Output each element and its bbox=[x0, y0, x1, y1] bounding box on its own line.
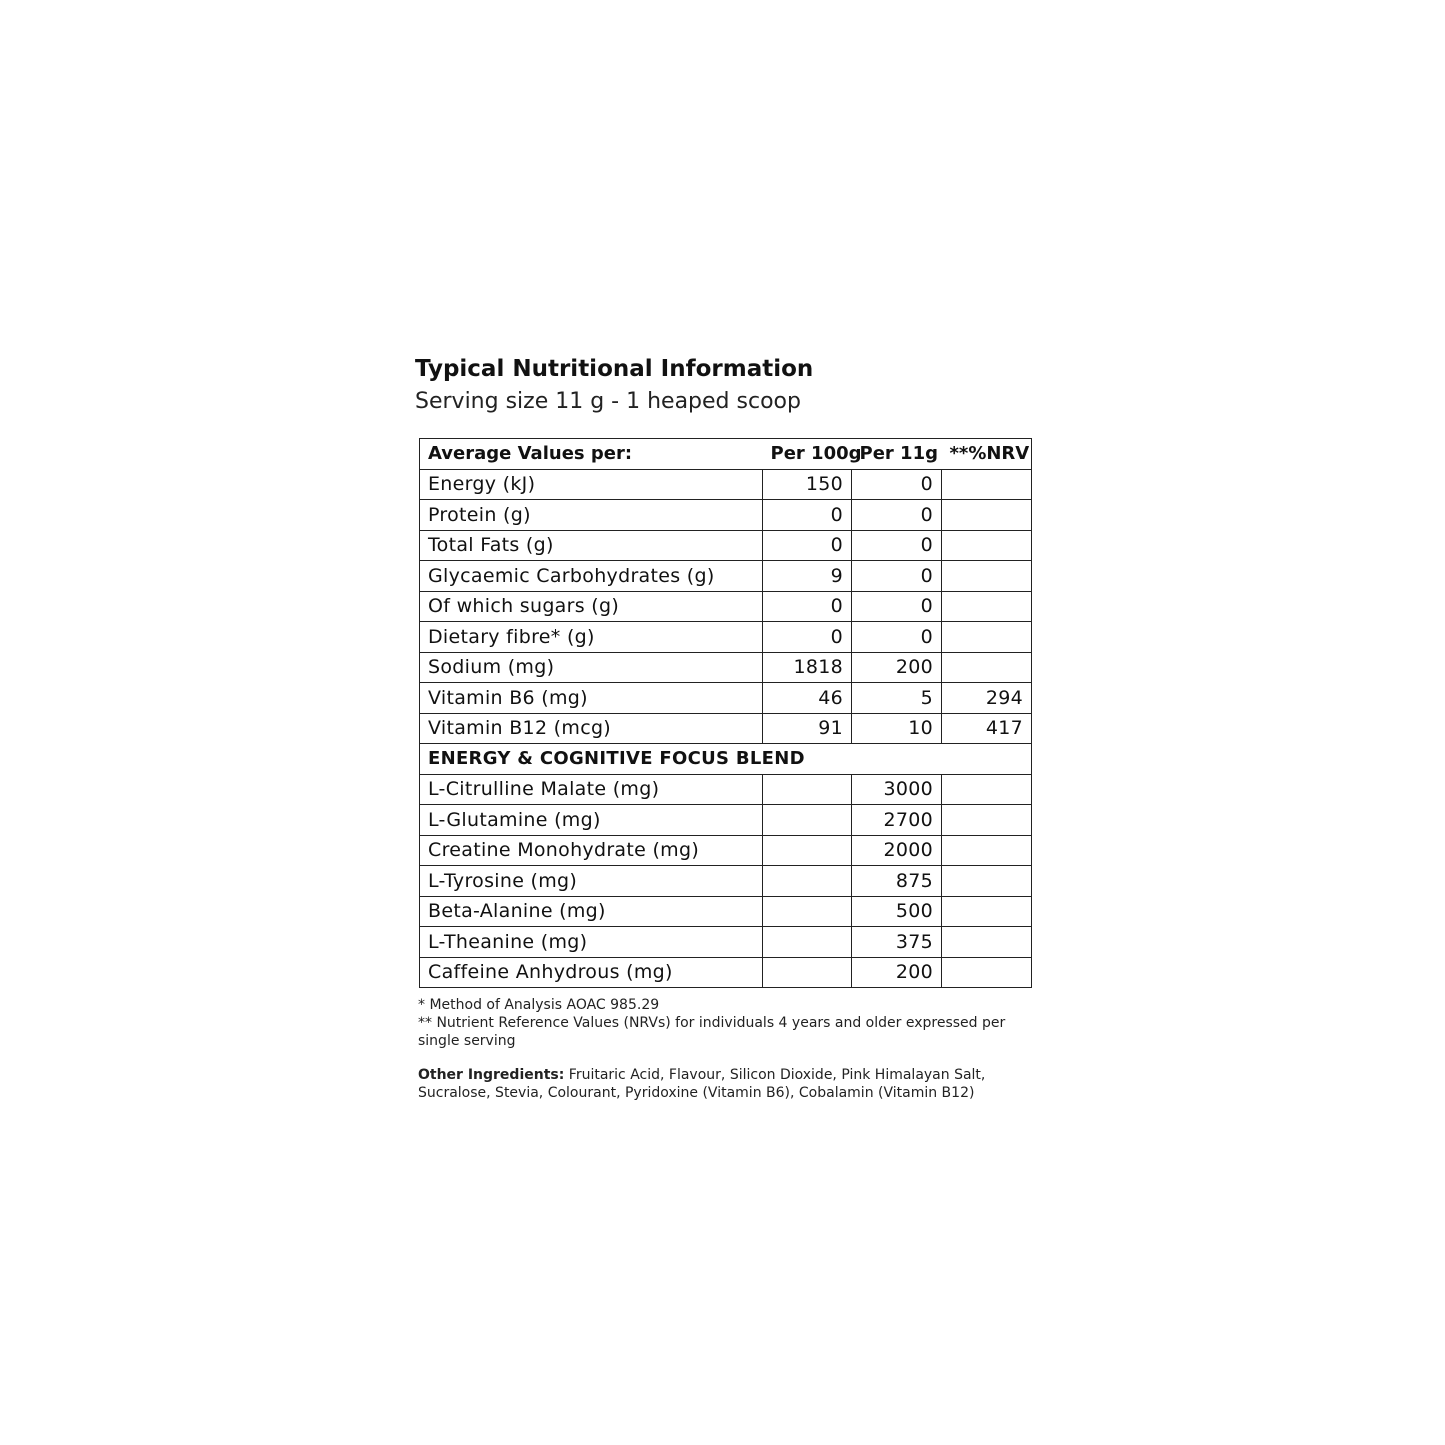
table-header-row bbox=[420, 439, 1032, 470]
value-per-11g: 5 bbox=[852, 683, 942, 714]
value-per-11g: 200 bbox=[852, 957, 942, 988]
value-nrv bbox=[942, 927, 1032, 958]
footnote-method: * Method of Analysis AOAC 985.29 bbox=[418, 997, 660, 1013]
value-nrv: 294 bbox=[942, 683, 1032, 714]
table-row bbox=[420, 500, 1032, 531]
value-per-100g: 9 bbox=[763, 561, 852, 592]
value-per-100g bbox=[763, 774, 852, 805]
table-row bbox=[420, 866, 1032, 897]
value-per-100g bbox=[763, 866, 852, 897]
value-per-11g: 0 bbox=[852, 561, 942, 592]
table-row bbox=[420, 530, 1032, 561]
value-per-11g: 200 bbox=[852, 652, 942, 683]
nutrient-name: L-Theanine (mg) bbox=[420, 927, 763, 958]
value-per-11g: 0 bbox=[852, 530, 942, 561]
table-row bbox=[420, 927, 1032, 958]
value-nrv bbox=[942, 652, 1032, 683]
blend-title: ENERGY & COGNITIVE FOCUS BLEND bbox=[420, 744, 1032, 775]
value-per-11g: 0 bbox=[852, 622, 942, 653]
table-row bbox=[420, 957, 1032, 988]
nutrient-name: Caffeine Anhydrous (mg) bbox=[420, 957, 763, 988]
value-per-100g: 150 bbox=[763, 469, 852, 500]
nutrient-name: Total Fats (g) bbox=[420, 530, 763, 561]
nutrient-name: Sodium (mg) bbox=[420, 652, 763, 683]
header-average-values: Average Values per: bbox=[420, 439, 763, 470]
table-row bbox=[420, 713, 1032, 744]
value-per-11g: 0 bbox=[852, 469, 942, 500]
ingredients-label: Other Ingredients: bbox=[418, 1067, 565, 1083]
table-row bbox=[420, 774, 1032, 805]
value-per-11g: 0 bbox=[852, 591, 942, 622]
header-per-100g: Per 100g bbox=[763, 439, 852, 470]
value-nrv: 417 bbox=[942, 713, 1032, 744]
value-per-11g: 2000 bbox=[852, 835, 942, 866]
value-nrv bbox=[942, 591, 1032, 622]
nutrient-name: Vitamin B6 (mg) bbox=[420, 683, 763, 714]
value-per-100g: 0 bbox=[763, 500, 852, 531]
value-nrv bbox=[942, 896, 1032, 927]
value-per-11g: 2700 bbox=[852, 805, 942, 836]
nutrient-name: Creatine Monohydrate (mg) bbox=[420, 835, 763, 866]
value-per-100g: 0 bbox=[763, 622, 852, 653]
value-per-11g: 3000 bbox=[852, 774, 942, 805]
value-per-11g: 10 bbox=[852, 713, 942, 744]
value-per-100g bbox=[763, 927, 852, 958]
value-per-100g: 0 bbox=[763, 530, 852, 561]
table-row bbox=[420, 805, 1032, 836]
table-row bbox=[420, 683, 1032, 714]
nutrient-name: Vitamin B12 (mcg) bbox=[420, 713, 763, 744]
value-per-11g: 0 bbox=[852, 500, 942, 531]
value-per-11g: 375 bbox=[852, 927, 942, 958]
value-per-11g: 875 bbox=[852, 866, 942, 897]
nutrient-name: L-Citrulline Malate (mg) bbox=[420, 774, 763, 805]
value-nrv bbox=[942, 774, 1032, 805]
nutrition-table bbox=[419, 438, 1032, 988]
value-nrv bbox=[942, 835, 1032, 866]
table-row bbox=[420, 622, 1032, 653]
value-per-11g: 500 bbox=[852, 896, 942, 927]
table-row bbox=[420, 591, 1032, 622]
blend-section-row bbox=[420, 744, 1032, 775]
table-row bbox=[420, 835, 1032, 866]
nutrient-name: Protein (g) bbox=[420, 500, 763, 531]
value-per-100g bbox=[763, 805, 852, 836]
table-row bbox=[420, 469, 1032, 500]
nutrient-name: L-Tyrosine (mg) bbox=[420, 866, 763, 897]
nutrient-name: Beta-Alanine (mg) bbox=[420, 896, 763, 927]
value-nrv bbox=[942, 866, 1032, 897]
ingredients-text: Fruitaric Acid, Flavour, Silicon Dioxide, Pink Himalayan Salt, Sucralose, Stevia, Colourant, Pyridoxine (Vitamin B6), Cobalamin (Vitamin B12) bbox=[418, 1067, 986, 1101]
value-nrv bbox=[942, 561, 1032, 592]
nutrient-name: Glycaemic Carbohydrates (g) bbox=[420, 561, 763, 592]
value-per-100g: 91 bbox=[763, 713, 852, 744]
table-row bbox=[420, 896, 1032, 927]
value-per-100g bbox=[763, 957, 852, 988]
value-per-100g: 0 bbox=[763, 591, 852, 622]
value-nrv bbox=[942, 805, 1032, 836]
value-nrv bbox=[942, 957, 1032, 988]
value-nrv bbox=[942, 530, 1032, 561]
value-nrv bbox=[942, 622, 1032, 653]
serving-size: Serving size 11 g - 1 heaped scoop bbox=[415, 389, 801, 414]
header-per-11g: Per 11g bbox=[852, 439, 942, 470]
nutrient-name: Of which sugars (g) bbox=[420, 591, 763, 622]
table-row bbox=[420, 652, 1032, 683]
footnotes bbox=[418, 996, 1038, 1050]
table-row bbox=[420, 561, 1032, 592]
page-title: Typical Nutritional Information bbox=[415, 356, 814, 382]
value-per-100g bbox=[763, 896, 852, 927]
value-per-100g: 46 bbox=[763, 683, 852, 714]
value-nrv bbox=[942, 500, 1032, 531]
value-per-100g bbox=[763, 835, 852, 866]
nutrient-name: L-Glutamine (mg) bbox=[420, 805, 763, 836]
nutrient-name: Energy (kJ) bbox=[420, 469, 763, 500]
header-nrv: **%NRV bbox=[942, 439, 1032, 470]
other-ingredients bbox=[418, 1066, 1038, 1102]
nutrient-name: Dietary fibre* (g) bbox=[420, 622, 763, 653]
footnote-nrv: ** Nutrient Reference Values (NRVs) for individuals 4 years and older expressed per single serving bbox=[418, 1015, 1006, 1049]
value-nrv bbox=[942, 469, 1032, 500]
value-per-100g: 1818 bbox=[763, 652, 852, 683]
